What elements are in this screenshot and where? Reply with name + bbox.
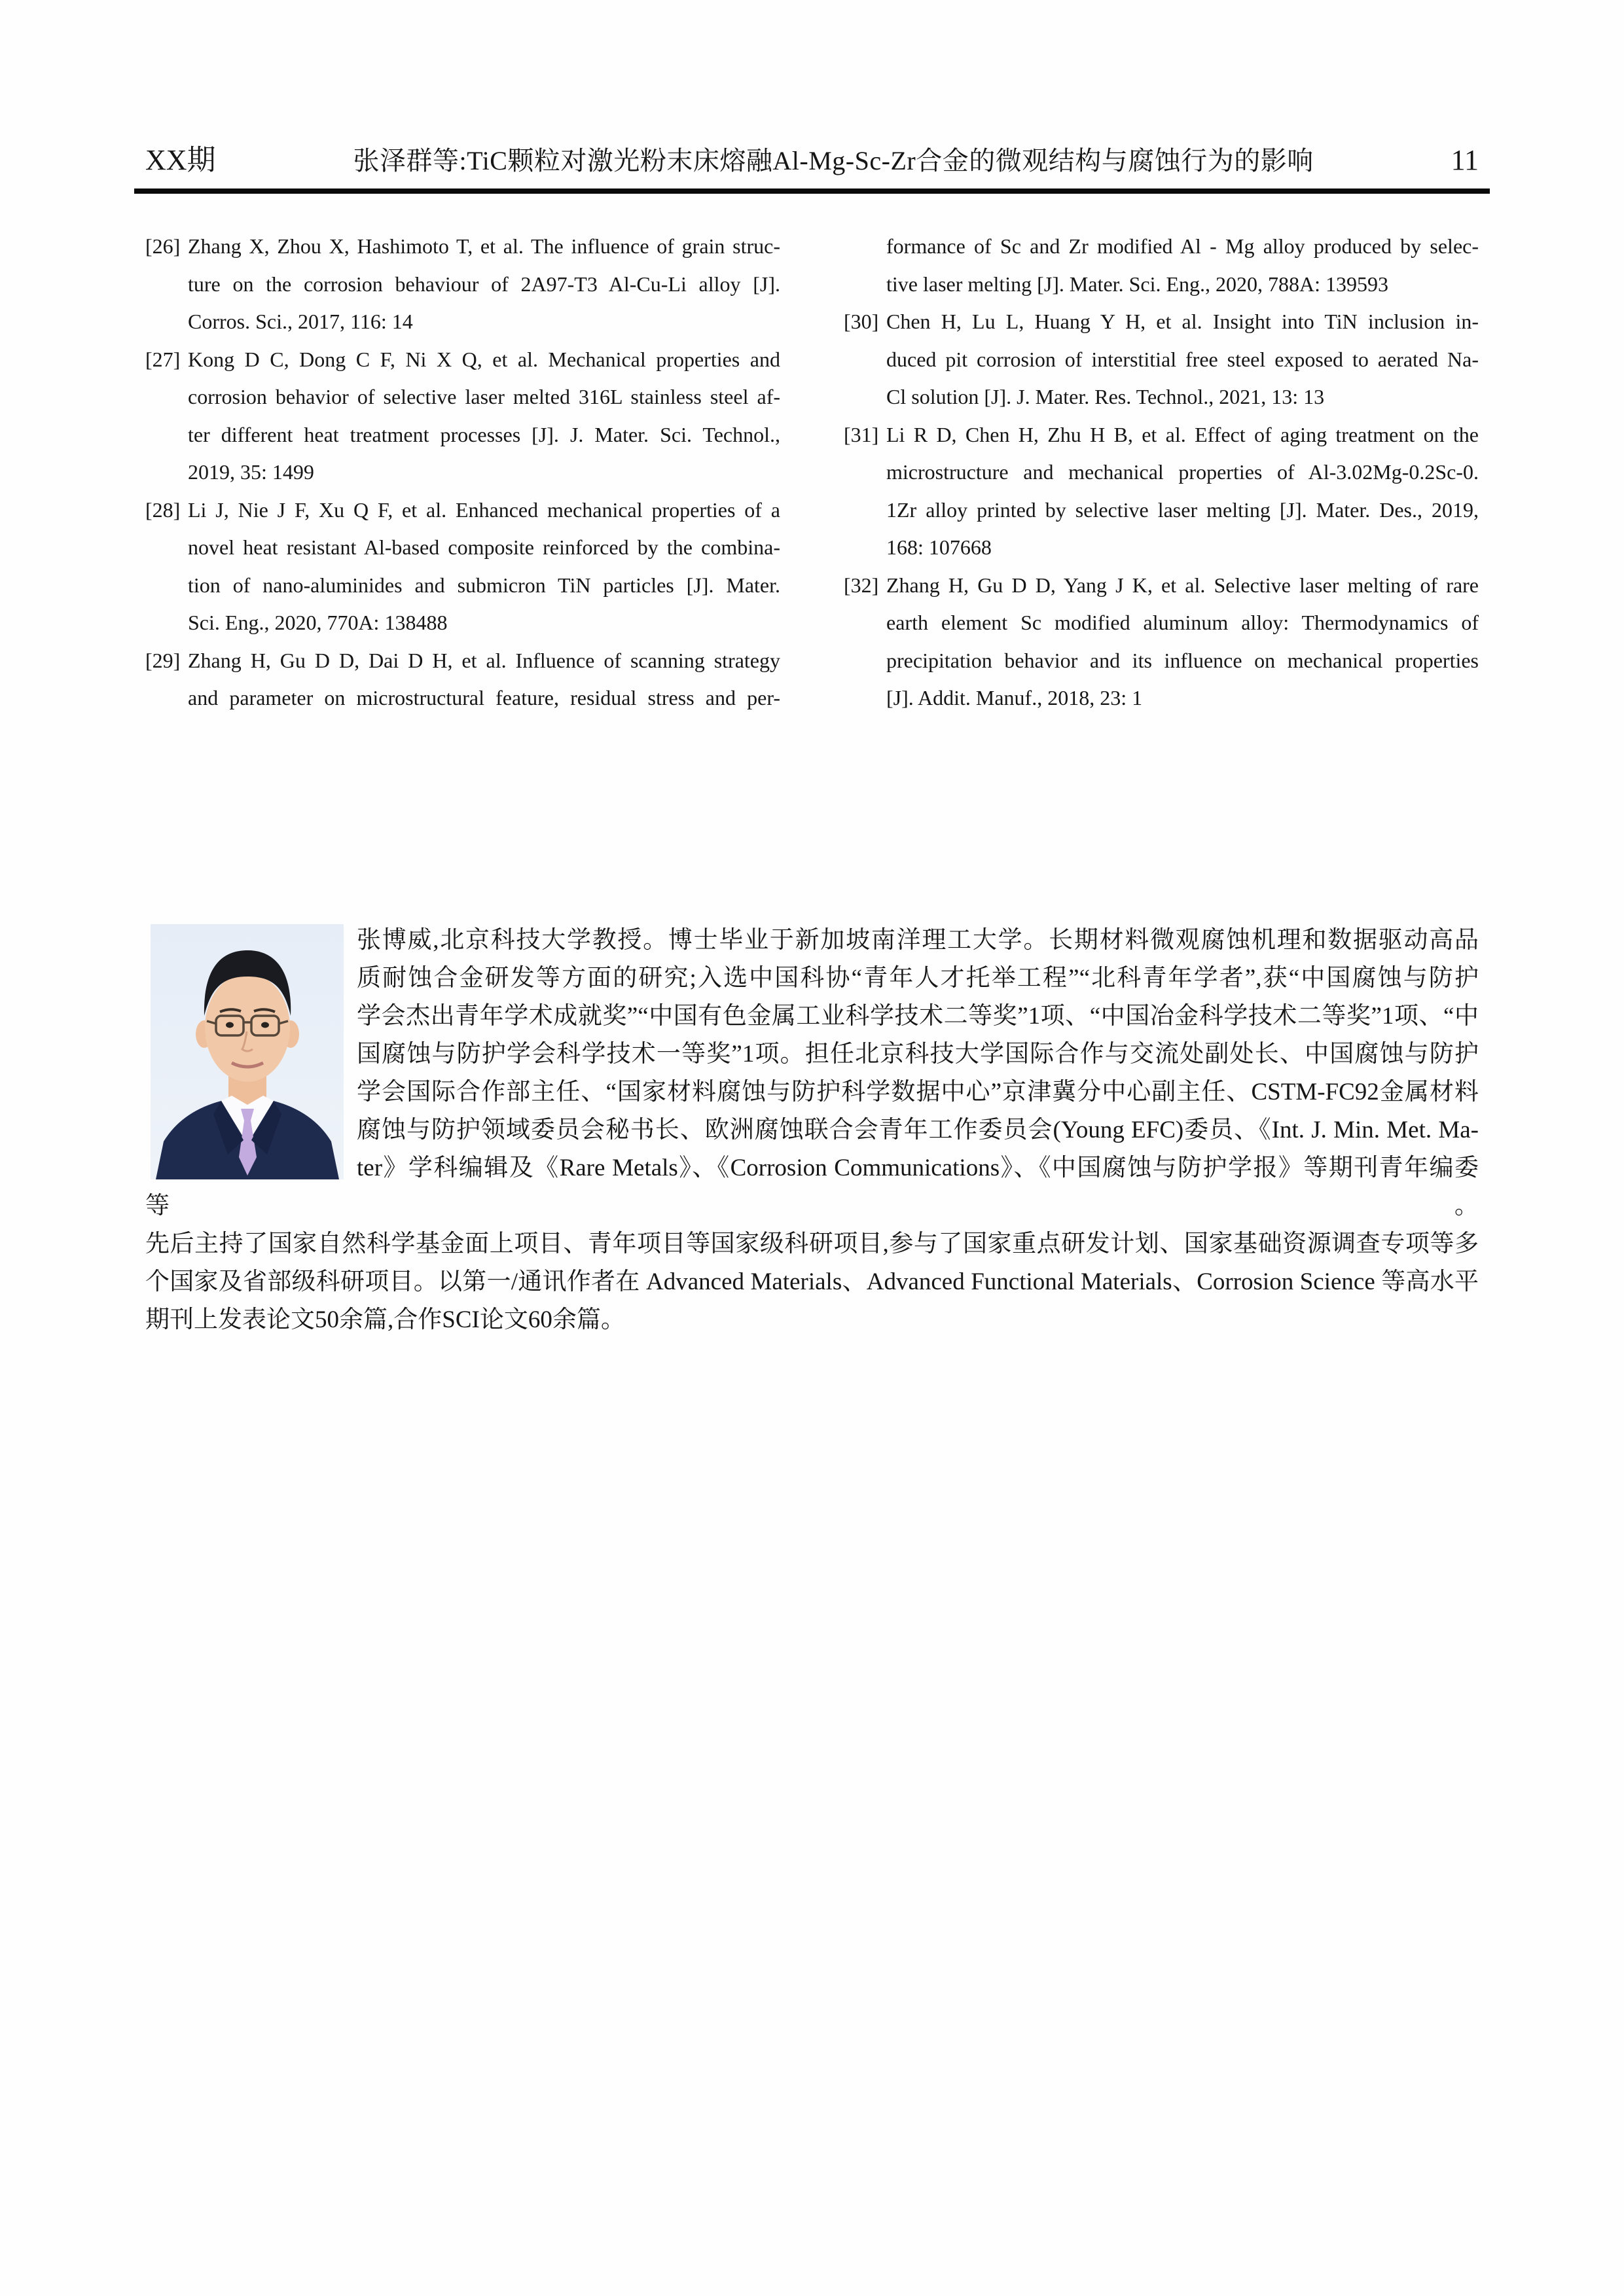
reference-line: corrosion behavior of selective laser melted 316L stainless steel af- (188, 385, 780, 408)
bio-line: 期刊上发表论文50余篇,合作SCI论文60余篇。 (145, 1306, 625, 1333)
bio-line: 学会国际合作部主任、“国家材料腐蚀与防护科学数据中心”京津冀分中心副主任、CSTM-FC92金属材料 (357, 1078, 1479, 1105)
reference-label: [27] (145, 347, 181, 371)
reference-line: 2019, 35: 1499 (188, 460, 314, 484)
reference-line: Kong D C, Dong C F, Ni X Q, et al. Mechanical properties and (188, 347, 780, 371)
reference-line: microstructure and mechanical properties of Al-3.02Mg-0.2Sc-0. (886, 460, 1479, 484)
author-biography-section (145, 922, 1479, 1339)
reference-line: ture on the corrosion behaviour of 2A97-T3 Al-Cu-Li alloy [J]. (188, 272, 780, 296)
reference-line: ter different heat treatment processes [J]. J. Mater. Sci. Technol., (188, 422, 780, 446)
reference-29-continuation (844, 228, 1479, 303)
reference-label: [26] (145, 234, 181, 258)
reference-line: precipitation behavior and its influence on mechanical properties (886, 648, 1479, 672)
reference-label: [28] (145, 497, 181, 522)
bio-line: ter》学科编辑及《Rare Metals》、《Corrosion Communications》、《中国腐蚀与防护学报》等期刊青年编委等。 (145, 1154, 1479, 1219)
bio-line: 质耐蚀合金研发等方面的研究;入选中国科协“青年人才托举工程”“北科青年学者”,获“中国腐蚀与防护 (357, 964, 1479, 992)
page-title: 张泽群等:TiC颗粒对激光粉末床熔融Al-Mg-Sc-Zr合金的微观结构与腐蚀行为的影响 (353, 146, 1314, 175)
page-number: 11 (1451, 144, 1479, 176)
reference-29 (145, 642, 780, 717)
reference-line: Zhang H, Gu D D, Dai D H, et al. Influence of scanning strategy (188, 648, 780, 672)
bio-line: 国腐蚀与防护学会科学技术一等奖”1项。担任北京科技大学国际合作与交流处副处长、中国腐蚀与防护 (357, 1040, 1479, 1067)
reference-30 (844, 303, 1479, 416)
reference-line: Li J, Nie J F, Xu Q F, et al. Enhanced mechanical properties of a (188, 497, 780, 522)
reference-label: [32] (844, 573, 879, 597)
bio-line: 先后主持了国家自然科学基金面上项目、青年项目等国家级科研项目,参与了国家重点研发计划、国家基础资源调查专项等多 (145, 1230, 1479, 1257)
reference-line: Cl solution [J]. J. Mater. Res. Technol., 2021, 13: 13 (886, 385, 1325, 408)
reference-31 (844, 416, 1479, 567)
reference-line: novel heat resistant Al-based composite reinforced by the combina- (188, 535, 780, 559)
reference-line: Chen H, Lu L, Huang Y H, et al. Insight into TiN inclusion in- (886, 310, 1479, 333)
reference-line: tion of nano-aluminides and submicron TiN particles [J]. Mater. (188, 573, 780, 597)
reference-line: Li R D, Chen H, Zhu H B, et al. Effect of aging treatment on the (886, 422, 1479, 446)
running-header (145, 0, 1479, 178)
references-section (145, 228, 1479, 717)
author-portrait-illustration (151, 924, 344, 1179)
reference-line: Zhang H, Gu D D, Yang J K, et al. Selective laser melting of rare (886, 573, 1479, 597)
header-rule (134, 188, 1490, 194)
reference-line: tive laser melting [J]. Mater. Sci. Eng., 2020, 788A: 139593 (886, 272, 1388, 296)
bio-line: 腐蚀与防护领域委员会秘书长、欧洲腐蚀联合会青年工作委员会(Young EFC)委员、《Int. J. Min. Met. Ma- (357, 1116, 1479, 1143)
reference-28 (145, 492, 780, 642)
author-photo (151, 924, 344, 1179)
reference-line: 168: 107668 (886, 535, 992, 559)
reference-line: duced pit corrosion of interstitial free steel exposed to aerated Na- (886, 347, 1479, 371)
reference-line: Corros. Sci., 2017, 116: 14 (188, 310, 413, 333)
reference-26 (145, 228, 780, 341)
reference-line: and parameter on microstructural feature, residual stress and per- (188, 686, 780, 709)
bio-line: 学会杰出青年学术成就奖”“中国有色金属工业科学技术二等奖”1项、“中国冶金科学技术二等奖”1项、“中 (357, 1002, 1479, 1030)
reference-line: earth element Sc modified aluminum alloy: Thermodynamics of (886, 611, 1479, 634)
reference-label: [31] (844, 422, 879, 446)
issue-label: XX期 (145, 144, 216, 176)
reference-line: formance of Sc and Zr modified Al - Mg alloy produced by selec- (886, 234, 1479, 258)
reference-32 (844, 567, 1479, 717)
references-left-column (145, 228, 780, 717)
reference-label: [30] (844, 310, 879, 333)
bio-line: 个国家及省部级科研项目。以第一/通讯作者在 Advanced Materials、Advanced Functional Materials、Corrosion Science 等高水平 (145, 1268, 1479, 1295)
references-right-column (844, 228, 1479, 717)
reference-label: [29] (145, 648, 181, 672)
reference-line: 1Zr alloy printed by selective laser melting [J]. Mater. Des., 2019, (886, 497, 1479, 522)
bio-line: 张博威,北京科技大学教授。博士毕业于新加坡南洋理工大学。长期材料微观腐蚀机理和数据驱动高品 (357, 926, 1479, 954)
reference-27 (145, 341, 780, 492)
reference-line: Sci. Eng., 2020, 770A: 138488 (188, 611, 448, 634)
reference-line: Zhang X, Zhou X, Hashimoto T, et al. The influence of grain struc- (188, 234, 780, 258)
reference-line: [J]. Addit. Manuf., 2018, 23: 1 (886, 686, 1143, 709)
